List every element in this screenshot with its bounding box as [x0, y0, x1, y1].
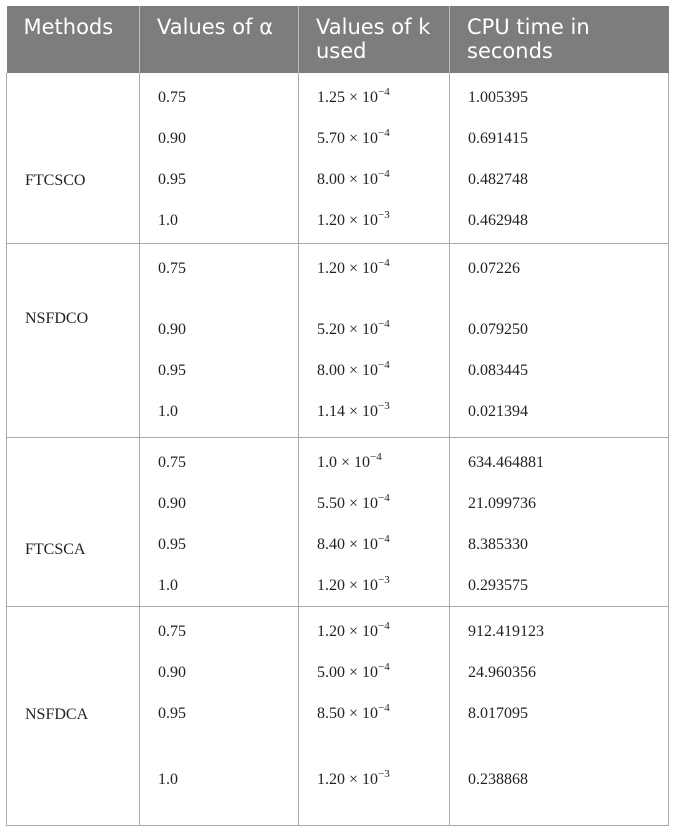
alpha-value: 1.0	[158, 403, 178, 420]
k-value	[317, 400, 390, 421]
times-sign: ×	[349, 89, 359, 106]
k-exponent: −3	[378, 400, 390, 412]
k-exponent: −4	[378, 359, 390, 371]
k-exponent: −3	[378, 768, 390, 780]
ten-base: 10	[362, 705, 379, 722]
cpu-time-value: 24.960356	[468, 664, 536, 681]
header-methods: Methods	[7, 6, 140, 73]
alpha-value: 0.75	[158, 260, 186, 277]
k-mantissa: 8.50	[317, 705, 345, 722]
k-value	[317, 451, 382, 472]
ten-base: 10	[354, 454, 371, 471]
ten-base: 10	[362, 260, 379, 277]
k-exponent: −3	[378, 574, 390, 586]
cpu-cell	[450, 438, 669, 607]
header-k: Values of k used	[299, 6, 450, 73]
cpu-time-value: 1.005395	[468, 89, 528, 106]
alpha-value: 1.0	[158, 577, 178, 594]
times-sign: ×	[349, 771, 359, 788]
cpu-time-value: 0.462948	[468, 212, 528, 229]
alpha-value: 0.75	[158, 454, 186, 471]
k-value	[317, 661, 390, 682]
k-value	[317, 318, 390, 339]
table-header	[7, 6, 669, 73]
cpu-time-value: 912.419123	[468, 623, 544, 640]
alpha-cell	[140, 244, 299, 438]
k-mantissa: 1.20	[317, 260, 345, 277]
cpu-cell	[450, 244, 669, 438]
k-value	[317, 574, 390, 595]
k-mantissa: 1.25	[317, 89, 345, 106]
k-value	[317, 702, 390, 723]
ten-base: 10	[362, 623, 379, 640]
method-label: FTCSCO	[25, 172, 86, 189]
times-sign: ×	[349, 130, 359, 147]
k-value	[317, 257, 390, 278]
k-mantissa: 8.00	[317, 171, 345, 188]
k-value	[317, 533, 390, 554]
alpha-cell	[140, 607, 299, 826]
k-mantissa: 5.70	[317, 130, 345, 147]
table-row-group	[7, 607, 669, 826]
alpha-cell	[140, 438, 299, 607]
k-mantissa: 1.20	[317, 577, 345, 594]
k-mantissa: 1.0	[317, 454, 337, 471]
k-mantissa: 1.20	[317, 771, 345, 788]
cpu-time-value: 0.691415	[468, 130, 528, 147]
k-exponent: −4	[378, 86, 390, 98]
k-mantissa: 1.14	[317, 403, 345, 420]
times-sign: ×	[349, 362, 359, 379]
table-row-group	[7, 244, 669, 438]
ten-base: 10	[362, 577, 379, 594]
k-exponent: −4	[378, 168, 390, 180]
times-sign: ×	[349, 171, 359, 188]
k-mantissa: 8.00	[317, 362, 345, 379]
alpha-value: 0.95	[158, 362, 186, 379]
cpu-cell	[450, 73, 669, 244]
method-cell	[7, 73, 140, 244]
ten-base: 10	[362, 664, 379, 681]
alpha-value: 0.90	[158, 495, 186, 512]
header-alpha: Values of α	[140, 6, 299, 73]
cpu-time-value: 0.083445	[468, 362, 528, 379]
times-sign: ×	[349, 623, 359, 640]
k-mantissa: 1.20	[317, 623, 345, 640]
k-value	[317, 86, 390, 107]
results-table-container	[6, 6, 668, 826]
k-cell	[299, 244, 450, 438]
ten-base: 10	[362, 212, 379, 229]
k-exponent: −4	[378, 702, 390, 714]
method-cell	[7, 244, 140, 438]
table-row-group	[7, 73, 669, 244]
k-exponent: −4	[378, 318, 390, 330]
ten-base: 10	[362, 771, 379, 788]
cpu-time-value: 8.385330	[468, 536, 528, 553]
k-mantissa: 5.00	[317, 664, 345, 681]
method-cell	[7, 607, 140, 826]
alpha-value: 0.75	[158, 89, 186, 106]
table-body	[7, 73, 669, 826]
method-cell	[7, 438, 140, 607]
alpha-value: 0.95	[158, 705, 186, 722]
ten-base: 10	[362, 403, 379, 420]
k-value	[317, 620, 390, 641]
times-sign: ×	[349, 495, 359, 512]
method-label: NSFDCO	[25, 310, 89, 327]
times-sign: ×	[349, 260, 359, 277]
alpha-value: 0.75	[158, 623, 186, 640]
k-mantissa: 8.40	[317, 536, 345, 553]
alpha-value: 0.90	[158, 664, 186, 681]
cpu-time-value: 21.099736	[468, 495, 536, 512]
cpu-time-value: 0.07226	[468, 260, 520, 277]
ten-base: 10	[362, 321, 379, 338]
results-table	[6, 6, 669, 826]
times-sign: ×	[349, 403, 359, 420]
method-label: NSFDCA	[25, 706, 89, 723]
k-mantissa: 5.50	[317, 495, 345, 512]
k-exponent: −4	[378, 257, 390, 269]
times-sign: ×	[349, 664, 359, 681]
ten-base: 10	[362, 171, 379, 188]
alpha-value: 1.0	[158, 212, 178, 229]
header-cpu-time: CPU time in seconds	[450, 6, 669, 73]
k-mantissa: 5.20	[317, 321, 345, 338]
ten-base: 10	[362, 362, 379, 379]
times-sign: ×	[349, 212, 359, 229]
times-sign: ×	[349, 321, 359, 338]
table-row-group	[7, 438, 669, 607]
cpu-time-value: 634.464881	[468, 454, 544, 471]
k-value	[317, 127, 390, 148]
cpu-time-value: 0.293575	[468, 577, 528, 594]
cpu-time-value: 0.079250	[468, 321, 528, 338]
cpu-time-value: 0.482748	[468, 171, 528, 188]
alpha-cell	[140, 73, 299, 244]
k-mantissa: 1.20	[317, 212, 345, 229]
ten-base: 10	[362, 130, 379, 147]
k-value	[317, 209, 390, 230]
times-sign: ×	[349, 536, 359, 553]
k-value	[317, 768, 390, 789]
k-cell	[299, 607, 450, 826]
method-label: FTCSCA	[25, 541, 86, 558]
ten-base: 10	[362, 89, 379, 106]
k-exponent: −4	[378, 533, 390, 545]
cpu-time-value: 0.238868	[468, 771, 528, 788]
alpha-value: 0.90	[158, 321, 186, 338]
times-sign: ×	[341, 454, 351, 471]
k-value	[317, 359, 390, 380]
k-exponent: −4	[378, 661, 390, 673]
alpha-value: 0.95	[158, 171, 186, 188]
alpha-value: 1.0	[158, 771, 178, 788]
times-sign: ×	[349, 577, 359, 594]
alpha-value: 0.95	[158, 536, 186, 553]
cpu-time-value: 0.021394	[468, 403, 528, 420]
k-cell	[299, 438, 450, 607]
k-cell	[299, 73, 450, 244]
times-sign: ×	[349, 705, 359, 722]
k-exponent: −4	[378, 620, 390, 632]
k-exponent: −4	[370, 451, 382, 463]
ten-base: 10	[362, 495, 379, 512]
k-exponent: −4	[378, 492, 390, 504]
cpu-time-value: 8.017095	[468, 705, 528, 722]
cpu-cell	[450, 607, 669, 826]
k-exponent: −3	[378, 209, 390, 221]
k-exponent: −4	[378, 127, 390, 139]
ten-base: 10	[362, 536, 379, 553]
k-value	[317, 492, 390, 513]
k-value	[317, 168, 390, 189]
alpha-value: 0.90	[158, 130, 186, 147]
